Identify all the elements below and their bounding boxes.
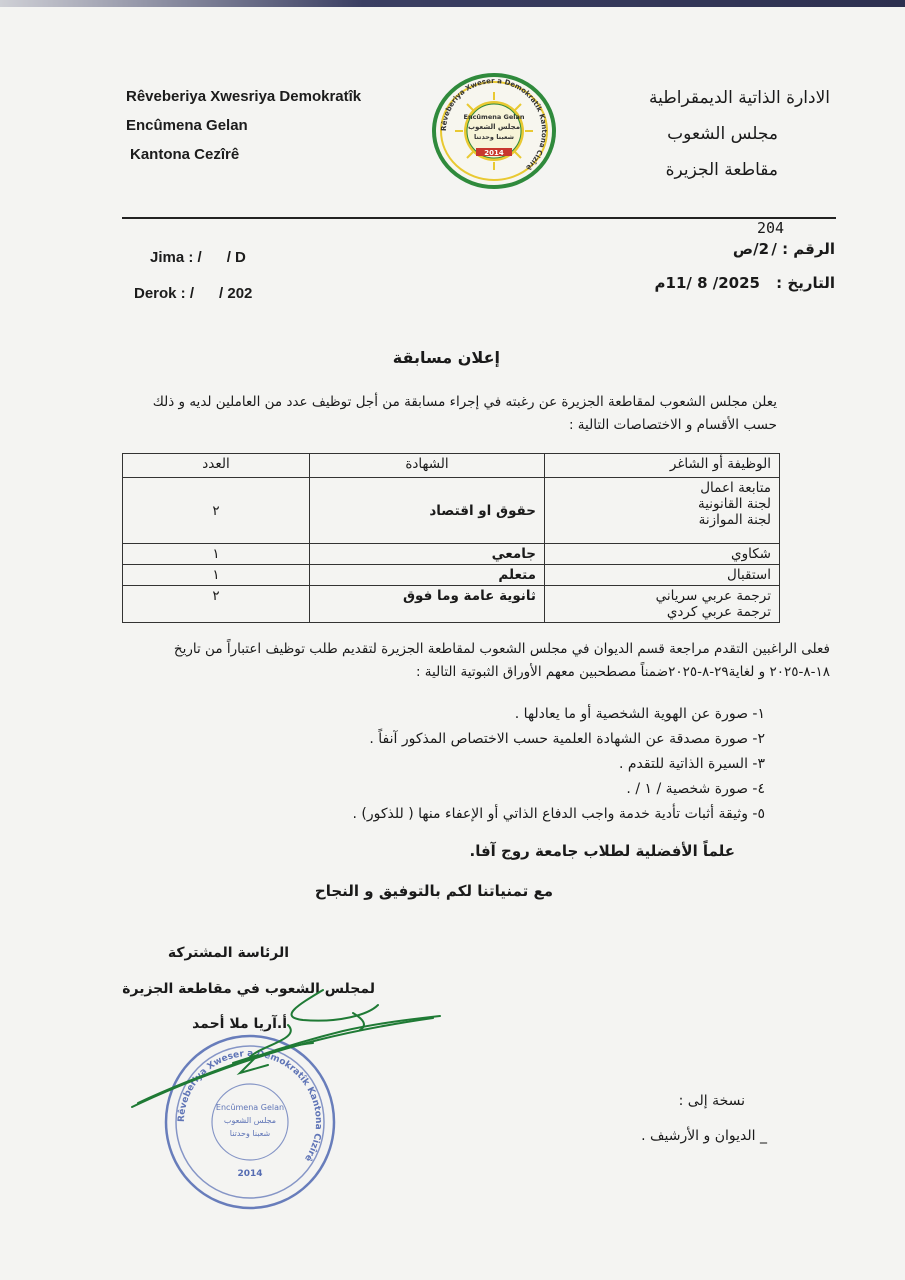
signatory-name: أ.آريا ملا أحمد — [192, 1016, 287, 1032]
header-left-line-2: Encûmena Gelan — [126, 117, 248, 134]
job-cell — [545, 586, 780, 623]
header-divider — [122, 217, 836, 219]
job-line: ترجمة عربي كردي — [666, 604, 771, 620]
seal-center-line-1: Encûmena Gelan — [463, 113, 525, 121]
job-cell: استقبال — [545, 565, 780, 586]
header-right-line-1: الادارة الذاتية الديمقراطية — [648, 88, 830, 108]
closing-wishes: مع تمنياتنا لكم بالتوفيق و النجاح — [314, 882, 553, 900]
table-header-row — [123, 454, 780, 478]
count-cell: ٢ — [123, 478, 310, 544]
reference-number-extra: 204 — [757, 219, 785, 237]
table-row — [123, 478, 780, 544]
job-cell — [545, 478, 780, 544]
header-right-line-2: مجلس الشعوب — [667, 124, 778, 144]
job-line: لجنة الموازنة — [698, 512, 771, 528]
seal-center-line-2: مجلس الشعوب — [467, 123, 521, 131]
signature-org: لمجلس الشعوب في مقاطعة الجزيرة — [122, 981, 375, 997]
count-cell: ١ — [123, 565, 310, 586]
table-row — [123, 565, 780, 586]
intro-paragraph: يعلن مجلس الشعوب لمقاطعة الجزيرة عن رغبته في إجراء مسابقة من أجل توظيف عدد من العاملين لديه و ذلك حسب الأقسام و الاختصاصات التالية : — [152, 394, 777, 433]
seal-center-line-3: شعبنا وحدتنا — [473, 133, 515, 141]
job-line: متابعة اعمال — [700, 480, 771, 496]
date-label: التاريخ : — [776, 274, 835, 292]
apply-paragraph: فعلى الراغبين التقدم مراجعة قسم الديوان في مجلس الشعوب لمقاطعة الجزيرة لتقديم طلب توظيف اعتباراً من تاريخ ١٨-٨-٢٠٢٥ و لغاية٢٩-٨-٢٠٢٥ضمناً مصطحبين معهم الأوراق الثبوتية التالية : — [173, 641, 830, 680]
list-item: ١- صورة عن الهوية الشخصية أو ما يعادلها . — [514, 706, 765, 722]
preference-note: علماً الأفضلية لطلاب جامعة روج آفا. — [469, 842, 735, 860]
announcement-title: إعلان مسابقة — [392, 348, 500, 367]
seal-ring-text: Rêveberiya Xweser a Demokratîk Kantona Cizîrê — [439, 76, 549, 172]
header-count: العدد — [123, 454, 310, 478]
date-value: 2025/ 8 /11م — [654, 274, 760, 292]
degree-cell: حقوق او اقتصاد — [310, 478, 545, 544]
stamp-center-line-2: مجلس الشعوب — [223, 1116, 277, 1125]
seal-year: 2014 — [484, 149, 504, 157]
copy-item: _ الديوان و الأرشيف . — [641, 1128, 767, 1144]
header-left-line-3: Kantona Cezîrê — [130, 146, 240, 163]
list-item: ٥- وثيقة أثبات تأدية خدمة واجب الدفاع الذاتي أو الإعفاء منها ( للذكور) . — [352, 806, 765, 822]
list-item: ٤- صورة شخصية / ١ / . — [626, 781, 765, 797]
list-item: ٢- صورة مصدقة عن الشهادة العلمية حسب الاختصاص المذكور آنفاً . — [369, 731, 765, 747]
copy-label: نسخة إلى : — [678, 1093, 745, 1109]
header-right-line-3: مقاطعة الجزيرة — [665, 160, 778, 180]
count-cell: ٢ — [123, 586, 310, 623]
count-cell: ١ — [123, 544, 310, 565]
reference-number-value: 2/ص — [732, 240, 769, 258]
stamp-center-line-3: شعبنا وحدتنا — [229, 1129, 271, 1138]
stamp-year: 2014 — [237, 1169, 263, 1179]
degree-cell: متعلم — [310, 565, 545, 586]
header-degree: الشهادة — [310, 454, 545, 478]
vacancies-table — [122, 453, 780, 623]
job-cell: شكاوي — [545, 544, 780, 565]
jima-field: Jima : / / D — [150, 249, 246, 266]
table-row — [123, 544, 780, 565]
stamp-center-line-1: Encûmena Gelan — [215, 1103, 285, 1112]
required-documents-list — [205, 702, 765, 827]
header-left-line-1: Rêveberiya Xwesriya Demokratîk — [126, 88, 362, 105]
job-line: لجنة القانونية — [697, 496, 771, 512]
top-edge-bar — [0, 0, 905, 7]
handwritten-signature — [128, 985, 448, 1115]
signature-title: الرئاسة المشتركة — [167, 945, 289, 961]
table-row — [123, 586, 780, 623]
job-line: ترجمة عربي سرياني — [655, 588, 771, 604]
derok-field: Derok : / / 202 — [134, 285, 253, 302]
degree-cell: جامعي — [310, 544, 545, 565]
council-seal-logo — [428, 70, 560, 192]
reference-number-label: الرقم : / — [771, 240, 835, 258]
header-job: الوظيفة أو الشاغر — [545, 454, 780, 478]
list-item: ٣- السيرة الذاتية للتقدم . — [618, 756, 765, 772]
degree-cell: ثانوية عامة وما فوق — [310, 586, 545, 623]
stamp-ring-text: Rêveberiya Xweser a Demokratîk Kantona Cizîrê — [176, 1048, 324, 1163]
